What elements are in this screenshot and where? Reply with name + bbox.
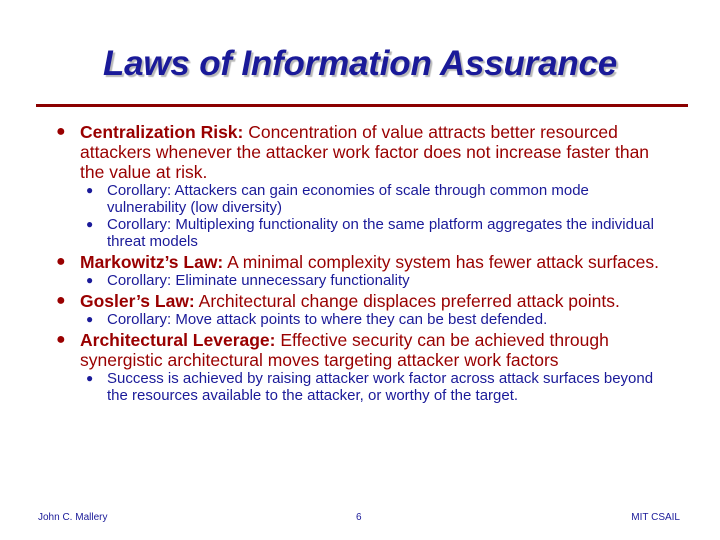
bullet-centralization-risk [56,122,666,182]
sub-bullet-dot-icon: ● [86,371,94,385]
slide-title: Laws of Information Assurance [102,44,618,83]
sub-bullet-text: Corollary: Attackers can gain economies of scale through common mode vulnerability (low diversity) [107,182,589,216]
sub-bullet-dot-icon: ● [86,183,94,197]
sub-bullet-text: Corollary: Move attack points to where they can be best defended. [107,311,548,328]
bullet-dot-icon: ● [56,331,66,348]
sub-bullet-dot-icon: ● [86,312,94,326]
bullet-text: Concentration of value attracts better resourced attackers whenever the attacker work factor does not increase faster than the value at risk. [80,122,650,182]
sub-bullet [56,370,666,404]
bullet-text: A minimal complexity system has fewer attack surfaces. [227,252,659,272]
bullet-gosler-law [56,291,666,311]
sub-bullet-text: Corollary: Multiplexing functionality on the same platform aggregates the individual threat models [107,216,654,250]
sub-bullet-text: Success is achieved by raising attacker work factor across attack surfaces beyond the resources available to the attacker, or worthy of the target. [107,370,654,404]
bullet-heading: Centralization Risk: [80,122,244,142]
bullet-text: Architectural change displaces preferred attack points. [198,291,620,311]
bullet-markowitz-law [56,252,666,272]
sub-bullet [56,216,666,250]
bullet-dot-icon: ● [56,123,66,140]
bullet-dot-icon: ● [56,292,66,309]
sub-bullet [56,311,666,328]
bullet-dot-icon: ● [56,253,66,270]
sub-bullet-dot-icon: ● [86,273,94,287]
bullet-text: Effective security can be achieved through synergistic architectural moves targeting attacker work factors [80,330,609,370]
sub-bullet [56,182,666,216]
sub-bullet-dot-icon: ● [86,217,94,231]
bullet-architectural-leverage [56,330,666,370]
footer-organization: MIT CSAIL [631,512,680,523]
footer-author: John C. Mallery [38,512,108,523]
slide-content [56,120,666,404]
sub-bullet [56,272,666,289]
sub-bullet-text: Corollary: Eliminate unnecessary functionality [107,272,410,289]
title-divider [36,104,688,107]
bullet-heading: Architectural Leverage: [80,330,276,350]
bullet-heading: Gosler’s Law: [80,291,195,311]
bullet-heading: Markowitz’s Law: [80,252,224,272]
footer-page-number: 6 [356,512,362,523]
